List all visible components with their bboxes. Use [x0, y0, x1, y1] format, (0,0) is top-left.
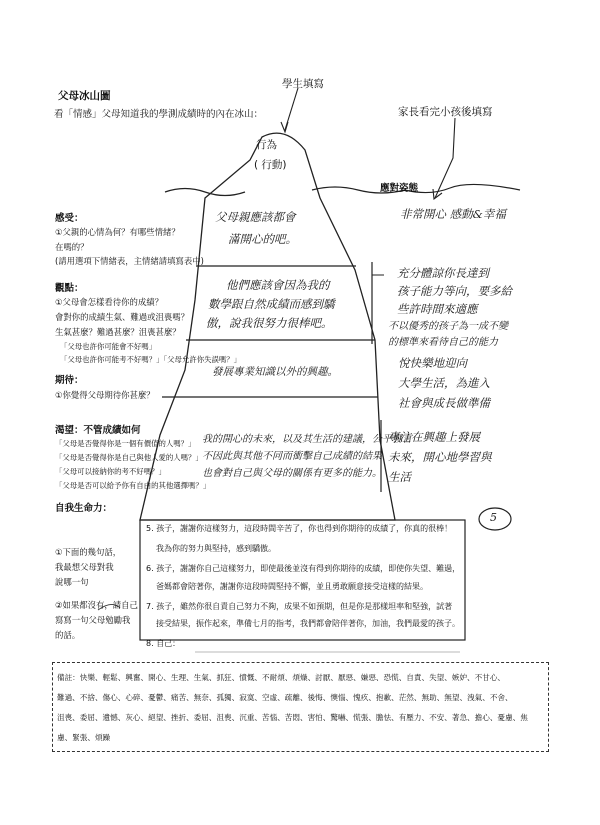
right-note-line: 生活: [388, 470, 411, 484]
emotion-words-line: 備註：快樂、輕鬆、興奮、開心、生理、生氣、抓狂、憤慨、不耐煩、煩燥、討厭、厭惡、嫌惡、恐慌、自責、失望、嫉妒、不甘心、: [57, 673, 506, 682]
right-note-line: 社會與成長做準備: [398, 396, 490, 410]
level1-answer-line: 父母親應該都會: [215, 210, 296, 224]
right-note-line: 專注在興趣上發展: [388, 430, 480, 444]
desire-line: 「父母可以接納你的考不好嗎？」: [55, 467, 166, 476]
level4-answer-line: 不因此與其他不同而衝擊自己成績的結果: [202, 451, 382, 462]
level2-answer-line: 數學跟自然成績而感到驕: [208, 297, 335, 311]
self-heading: 自我生命力：: [55, 503, 113, 514]
desire-line: 「父母是否覺得你是一個有價值的人嗎？」: [55, 439, 196, 448]
right-note-line: 充分體諒你長達到: [397, 266, 489, 280]
desire-line: 「父母是否可以給予你有自由的其他選擇嗎？」: [55, 481, 211, 490]
expect-line: ①你覺得父母期待你甚麼？: [55, 390, 155, 400]
page-title: 父母冰山圖: [58, 90, 111, 102]
feelings-line: (請用選項下情緒表，主情緒請填寫表中): [55, 256, 204, 266]
level2-answer-line: 他們應該會因為我的: [226, 278, 330, 292]
statement-7: 7. 孩子，雖然你很自責自己努力不夠，成果不如預期，但是你是那樣坦率和堅強，試著: [146, 602, 453, 611]
emotion-words-line: 沮喪、委屈、遺憾、灰心、絕望、挫折、委屈、沮喪、沉重、苦惱、苦悶、害怕、驚嚇、慌張、膽怯、有壓力、不安、著急、擔心、憂慮、焦: [57, 713, 528, 722]
right-note-line: 大學生活，為進入: [398, 376, 490, 390]
statement-5: 5. 孩子，謝謝你這樣努力，這段時間辛苦了，你也得到你期待的成績了，你真的很棒！: [146, 524, 453, 533]
statement-8: 8. 自己：: [146, 639, 181, 648]
student-fill-label: 學生填寫: [282, 78, 324, 90]
level1-answer-line: 滿開心的吧。: [228, 232, 297, 246]
expect-heading: 期待：: [55, 375, 84, 386]
behavior-label: 行為: [256, 139, 277, 151]
views-heading: 觀點：: [55, 283, 84, 294]
views-line: 生氣甚麼？難過甚麼？沮喪甚麼？: [55, 327, 181, 337]
statement-5-cont: 我為你的努力與堅持，感到驕傲。: [156, 544, 276, 553]
self-line: ②如果都沒有，請自己: [55, 600, 138, 610]
statement-7-cont: 接受結果，振作起來，準備七月的指考，我們都會陪伴著你，加油，我們最愛的孩子。: [156, 619, 460, 628]
behavior-sub-label: ( 行動): [254, 159, 287, 171]
arrow-parent: [435, 118, 455, 198]
feelings-line: 在嗎的？: [55, 242, 89, 252]
statement-6: 6. 孩子，謝謝你自己這樣努力，即使最後並沒有得到你期待的成績，即使你失望、難過，: [146, 564, 461, 573]
level4-answer-line: 我的開心的未來，以及其生活的建議，公平發言: [202, 434, 412, 445]
page-subtitle: 看「情感」父母知道我的學測成績時的內在冰山：: [54, 109, 264, 120]
views-line: 「父母也許你可能考不好嗎？」「父母允許你失誤嗎？」: [60, 355, 242, 364]
right-note-line: 孩子能力等向，要多給: [397, 284, 512, 298]
right-note-line: 些許時間來適應: [397, 302, 478, 316]
coping-label: 應對姿態: [380, 183, 419, 194]
right-note-line: 未來，開心地學習與: [388, 450, 492, 464]
desire-line: 「父母是否覺得你是自己與他人愛的人嗎？」: [55, 453, 203, 462]
self-line: 的話。: [55, 630, 81, 640]
emotion-words-box: [52, 662, 549, 752]
level3-answer: 發展專業知識以外的興趣。: [212, 366, 338, 378]
feelings-heading: 感受：: [55, 213, 84, 224]
self-line: 我最想父母對我: [55, 562, 114, 572]
emotion-words-line: 難過、不捨、傷心、心碎、憂鬱、痛苦、無奈、孤獨、寂寞、空虛、疏離、後悔、懊惱、愧疚、抱歉、茫然、無助、無望、洩氣、不舍、: [57, 693, 513, 702]
self-line: 寫寫一句父母勉勵我: [55, 615, 131, 625]
coping-answer: 非常開心 感動&幸福: [400, 207, 506, 221]
right-note-line: 的標準來看待自己的能力: [388, 337, 498, 348]
right-note-line: 悅快樂地迎向: [398, 356, 467, 370]
statement-6-cont: 爸媽都會陪著你，謝謝你這段時間堅持不懈，並且勇敢願意接受這樣的結果。: [156, 582, 428, 591]
parent-fill-label: 家長看完小孩後填寫: [398, 106, 493, 118]
views-line: 會對你的成績生氣、難過或沮喪嗎？: [55, 312, 189, 322]
views-line: ①父母會怎樣看待你的成績？: [55, 297, 164, 307]
desire-heading: 渴望：不管成績如何: [55, 425, 141, 436]
right-note-line: 不以優秀的孩子為一成不變: [388, 321, 508, 332]
self-line: 說哪一句: [55, 577, 89, 587]
circled-number: 5: [490, 511, 497, 524]
views-line: 「父母也許你可能會不好嗎」: [60, 342, 157, 351]
level2-answer-line: 傲，說我很努力很棒吧。: [206, 316, 333, 330]
self-line: ①下面的幾句話，: [55, 547, 122, 557]
level4-answer-line: 也會對自己與父母的關係有更多的能力。: [202, 468, 382, 479]
emotion-words-line: 慮、緊張、煩躁: [57, 733, 111, 742]
feelings-line: ①父親的心情為何？有哪些情緒？: [55, 227, 180, 237]
